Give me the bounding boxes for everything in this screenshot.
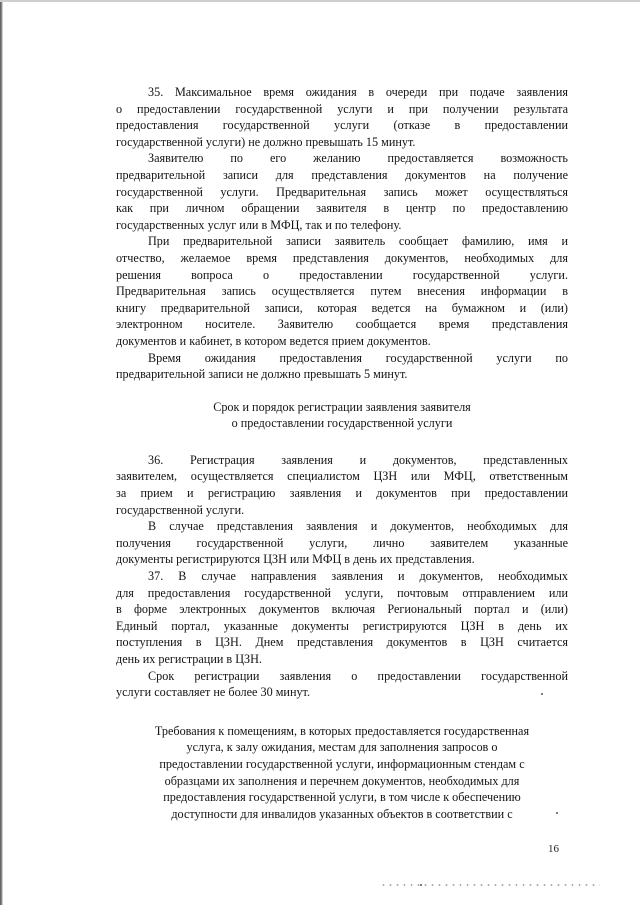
paragraph-36-personal-line: документы регистрируются ЦЗН или МФЦ в день их представления. — [116, 552, 475, 567]
paragraph-37-line: в форме электронных документов включая Региональный портал и (или) — [116, 602, 568, 617]
paragraph-36-line: государственной услуги. — [116, 502, 245, 517]
section-heading-line: предоставления государственной услуги, в том числе к обеспечению — [163, 790, 521, 805]
paragraph-prereg-line: государственных услуг или в МФЦ, так и по телефону. — [116, 217, 402, 232]
paragraph-wait-line: предварительной записи не должно превышать 5 минут. — [116, 367, 408, 382]
page-number: 16 — [548, 843, 559, 855]
paragraph-prereg-details-line: отчество, желаемое время представления документов, необходимых для — [116, 250, 568, 265]
paragraph-36-line: заявителем, осуществляется специалистом ЦЗН или МФЦ, ответственным — [116, 469, 568, 484]
scan-speck — [556, 812, 558, 814]
scan-bottom-dots — [380, 884, 600, 886]
paragraph-37 — [116, 568, 568, 668]
paragraph-36-line: за прием и регистрацию заявления и документов при предоставлении — [116, 486, 568, 501]
paragraph-term — [116, 668, 568, 701]
paragraph-35-line: о предоставлении государственной услуги и при получении результата — [116, 101, 568, 116]
paragraph-term-line: Срок регистрации заявления о предоставлении государственной — [148, 668, 568, 683]
document-body — [116, 84, 568, 822]
section-heading-line: Требования к помещениям, в которых предоставляется государственная — [154, 723, 530, 738]
paragraph-37-line: поступления в ЦЗН. Днем представления документов в ЦЗН считается — [116, 635, 568, 650]
paragraph-prereg — [116, 150, 568, 233]
paragraph-prereg-line: как при личном обращении заявителя в центр по предоставлению — [116, 201, 568, 216]
paragraph-37-line: Единый портал, указанные документы регистрируются ЦЗН в день их — [116, 618, 568, 633]
paragraph-prereg-details-line: При предварительной записи заявитель сообщает фамилию, имя и — [148, 234, 568, 249]
paragraph-prereg-line: Заявителю по его желанию предоставляется возможность — [148, 151, 568, 166]
paragraph-35-line: предоставления государственной услуги (отказе в предоставлении — [116, 118, 568, 133]
paragraph-prereg-line: государственной услуги. Предварительная запись может осуществляться — [116, 184, 568, 199]
section-heading-line: образцами их заполнения и перечнем документов, необходимых для — [164, 773, 520, 788]
paragraph-prereg-details — [116, 233, 568, 349]
paragraph-36-personal-line: получения государственной услуги, лично заявителем указанные — [116, 535, 568, 550]
paragraph-prereg-details-line: электронном носителе. Заявителю сообщается время представления — [116, 317, 568, 332]
paragraph-prereg-details-line: документов и кабинет, в котором ведется прием документов. — [116, 333, 431, 348]
paragraph-prereg-details-line: Предварительная запись осуществляется путем внесения информации в — [116, 284, 568, 299]
paragraph-37-line: день их регистрации в ЦЗН. — [116, 652, 262, 666]
paragraph-term-line: услуги составляет не более 30 минут. — [116, 685, 311, 700]
paragraph-36-line: 36. Регистрация заявления и документов, представленных — [148, 452, 568, 467]
paragraph-35 — [116, 84, 568, 150]
section-heading-line: доступности для инвалидов указанных объектов в соответствии с — [171, 806, 513, 821]
paragraph-35-line: государственной услуги) не должно превышать 15 минут. — [116, 134, 416, 149]
scan-edge-top — [0, 0, 640, 2]
paragraph-36 — [116, 452, 568, 518]
section-heading-premises — [116, 723, 568, 823]
paragraph-wait — [116, 350, 568, 383]
paragraph-wait-line: Время ожидания предоставления государственной услуги по — [148, 350, 568, 365]
paragraph-35-line: 35. Максимальное время ожидания в очереди при подаче заявления — [148, 85, 568, 99]
paragraph-prereg-line: предварительной записи для представления документов на получение — [116, 167, 568, 182]
section-heading-line: услуга, к залу ожидания, местам для заполнения запросов о — [186, 740, 498, 755]
section-heading-line: предоставлении государственной услуги, информационным стендам с — [159, 756, 525, 771]
section-heading-line: о предоставлении государственной услуги — [231, 416, 453, 431]
section-heading-line: Срок и порядок регистрации заявления заявителя — [213, 399, 471, 414]
paragraph-prereg-details-line: книгу предварительной записи, которая ведется на бумажном и (или) — [116, 300, 568, 315]
section-heading-registration — [116, 399, 568, 432]
scan-edge-left — [0, 0, 3, 905]
paragraph-prereg-details-line: решения вопроса о предоставлении государственной услуги. — [116, 267, 568, 282]
paragraph-37-line: для предоставления государственной услуги, почтовым отправлением или — [116, 585, 568, 600]
paragraph-36-personal-line: В случае представления заявления и документов, необходимых для — [148, 519, 568, 534]
paragraph-37-line: 37. В случае направления заявления и документов, необходимых — [148, 569, 568, 584]
paragraph-36-personal — [116, 518, 568, 568]
scan-speck — [541, 693, 543, 695]
